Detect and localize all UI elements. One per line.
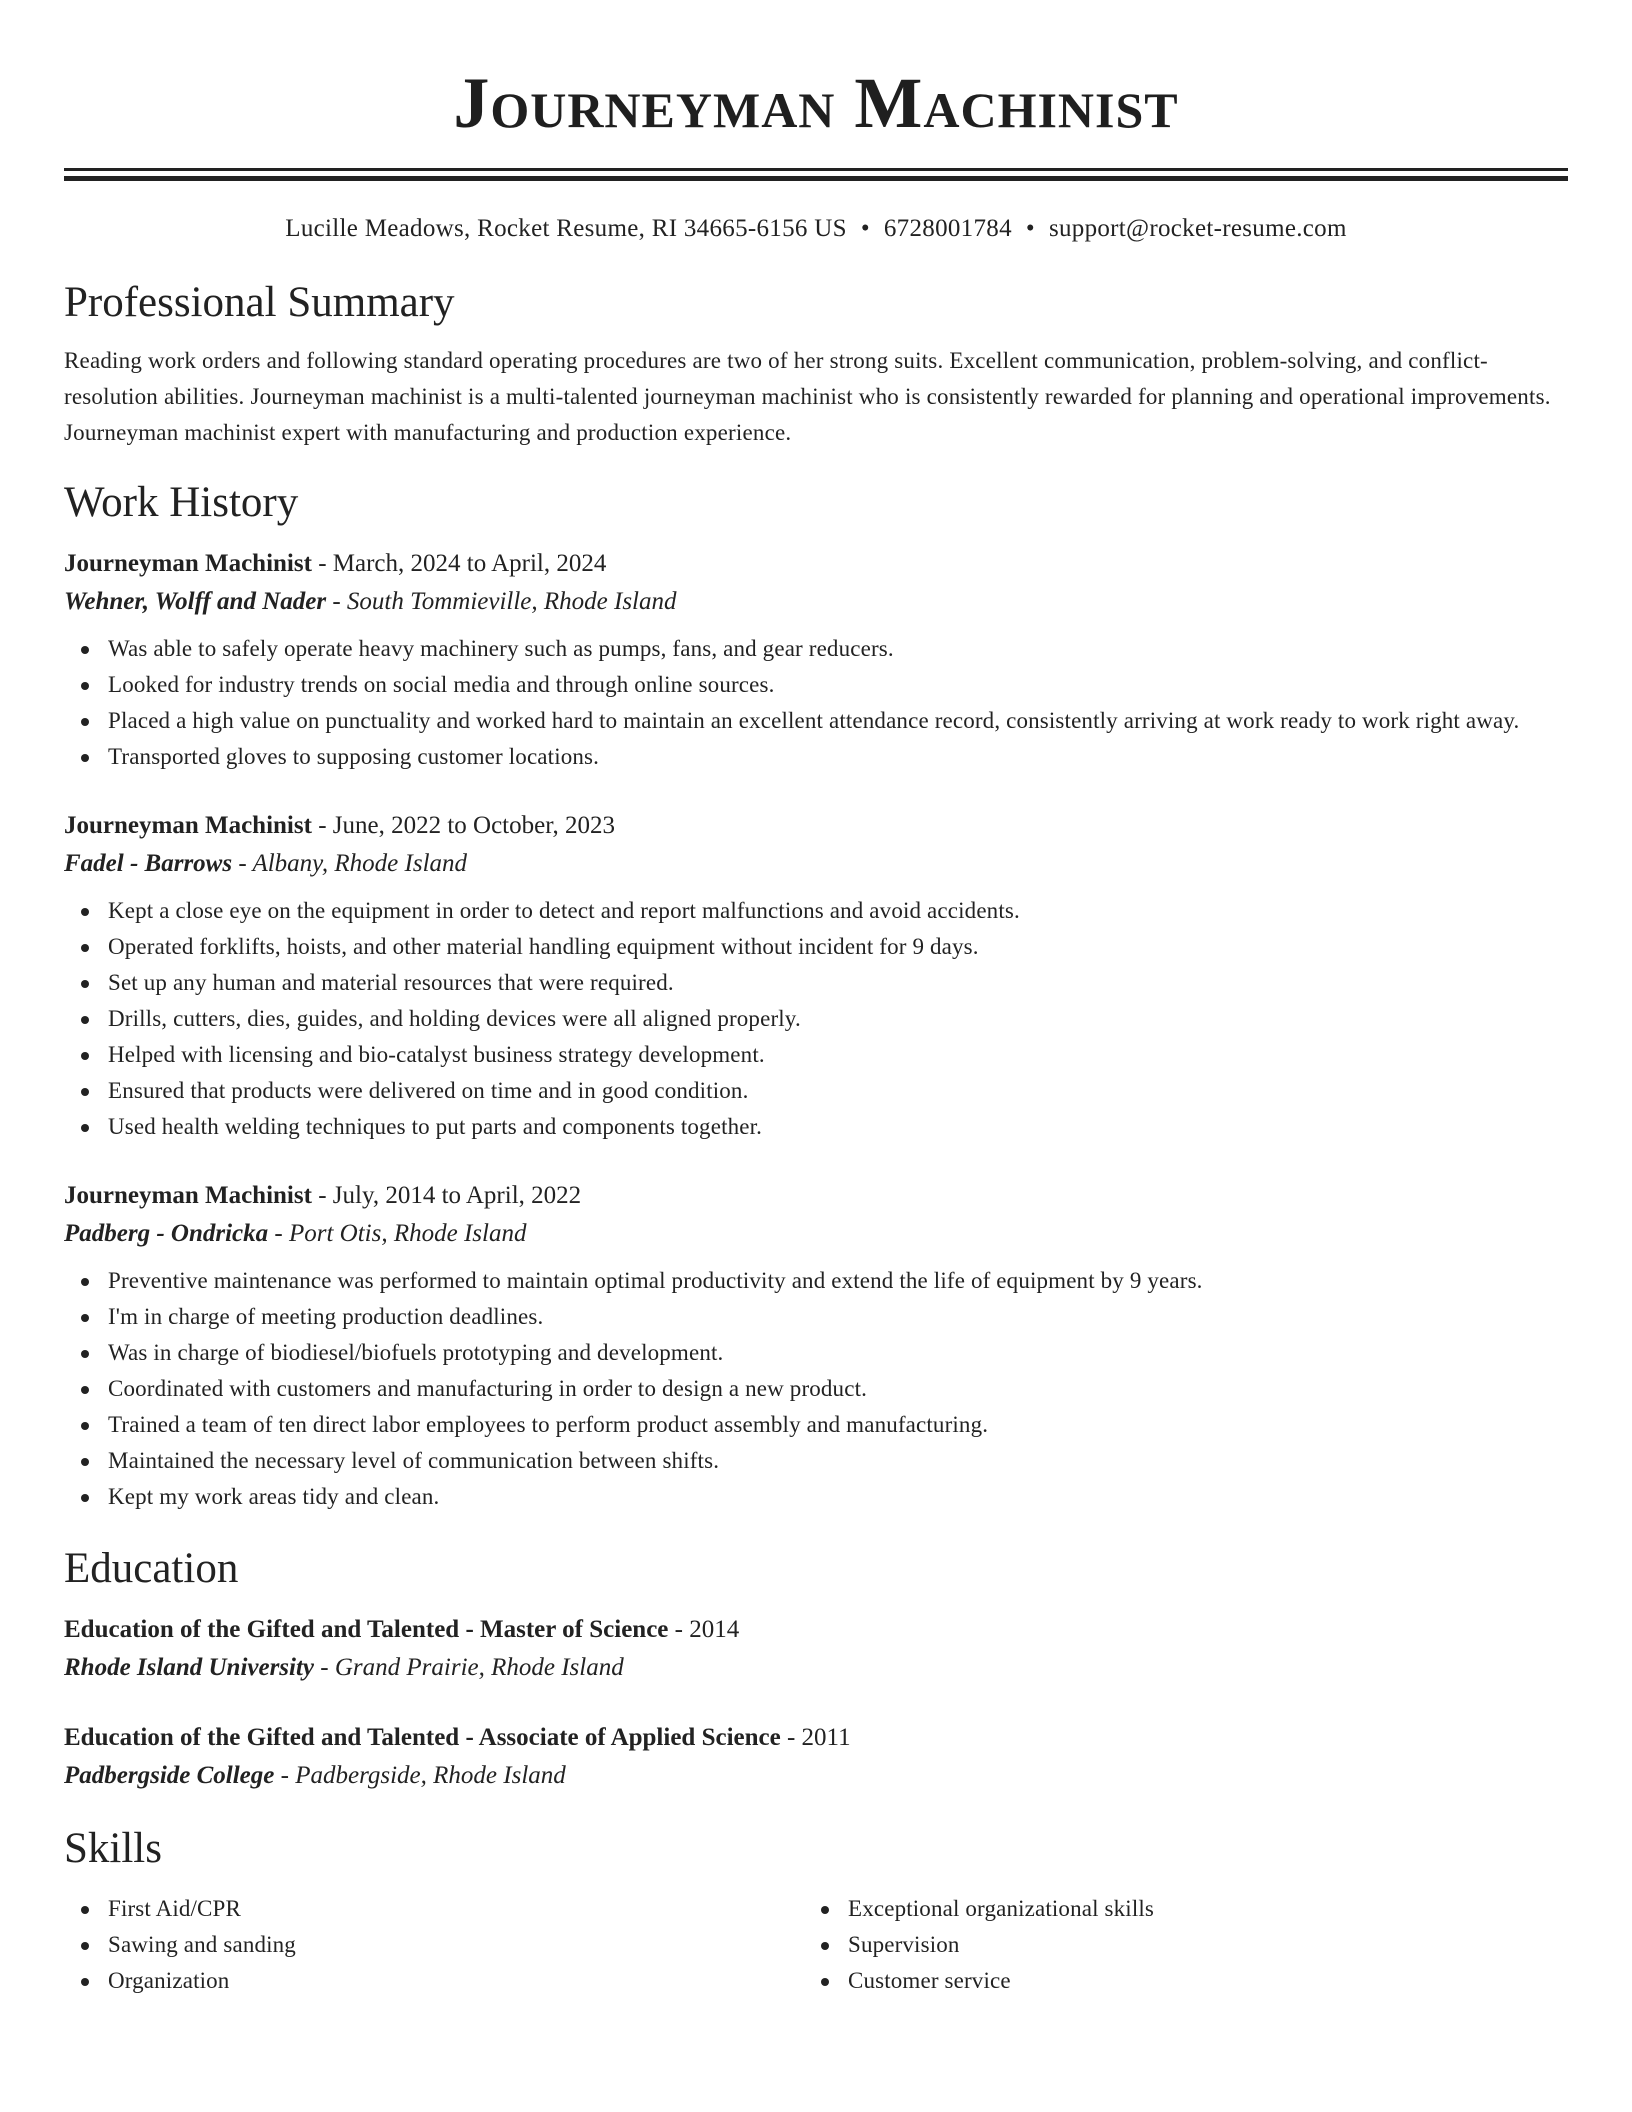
- list-item: Was able to safely operate heavy machinery such as pumps, fans, and gear reducers.: [108, 631, 1568, 667]
- contact-phone: 6728001784: [883, 215, 1012, 242]
- skill-item: First Aid/CPR: [108, 1891, 804, 1927]
- skills-heading: Skills: [64, 1825, 162, 1872]
- education-year: - 2011: [780, 1724, 851, 1751]
- education-entry: [64, 1611, 1568, 1687]
- skill-item: Supervision: [848, 1927, 1544, 1963]
- list-item: Kept a close eye on the equipment in order to detect and report malfunctions and avoid accidents.: [108, 893, 1568, 929]
- education-location: - Padbergside, Rhode Island: [274, 1762, 566, 1789]
- summary-heading: Professional Summary: [64, 279, 455, 326]
- list-item: Preventive maintenance was performed to maintain optimal productivity and extend the life of equipment by 9 years.: [108, 1263, 1568, 1299]
- education-heading: Education: [64, 1545, 239, 1592]
- contact-separator: •: [860, 215, 870, 242]
- job-bullets: [64, 893, 1568, 1145]
- list-item: Was in charge of biodiesel/biofuels prototyping and development.: [108, 1335, 1568, 1371]
- job-bullets: [64, 1263, 1568, 1515]
- job-entry: [64, 1177, 1568, 1515]
- job-company: Fadel - Barrows: [64, 850, 233, 877]
- job-header: [64, 807, 1568, 845]
- job-bullets: [64, 631, 1568, 775]
- education-degree: Education of the Gifted and Talented - Associate of Applied Science: [64, 1724, 781, 1751]
- job-entry: [64, 807, 1568, 1145]
- job-dates: - July, 2014 to April, 2022: [311, 1182, 582, 1209]
- education-school: Padbergside College: [64, 1762, 275, 1789]
- job-employer: [64, 583, 1568, 621]
- education-institution: [64, 1649, 1568, 1687]
- skill-item: Exceptional organizational skills: [848, 1891, 1544, 1927]
- job-company: Padberg - Ondricka: [64, 1220, 269, 1247]
- list-item: Kept my work areas tidy and clean.: [108, 1479, 1568, 1515]
- job-dates: - June, 2022 to October, 2023: [311, 812, 616, 839]
- job-location: - Port Otis, Rhode Island: [268, 1220, 527, 1247]
- summary-text: Reading work orders and following standard operating procedures are two of her strong suits. Excellent communication, problem-solving, and conflict-resolution abilities. Journeyman machinist is a multi-talented journeyman machinist who is consistently rewarded for planning and operational improvements. Journeyman machinist expert with manufacturing and production experience.: [64, 348, 1551, 445]
- job-location: - South Tommieville, Rhode Island: [326, 588, 677, 615]
- skills-column-left: [64, 1891, 804, 1999]
- job-entry: [64, 545, 1568, 775]
- list-item: Helped with licensing and bio-catalyst business strategy development.: [108, 1037, 1568, 1073]
- job-employer: [64, 845, 1568, 883]
- education-header: [64, 1719, 1568, 1757]
- work-history-heading: Work History: [64, 479, 299, 526]
- list-item: Coordinated with customers and manufacturing in order to design a new product.: [108, 1371, 1568, 1407]
- list-item: Looked for industry trends on social media and through online sources.: [108, 667, 1568, 703]
- list-item: Set up any human and material resources that were required.: [108, 965, 1568, 1001]
- title-divider-bottom: [64, 176, 1568, 181]
- education-institution: [64, 1757, 1568, 1795]
- skills-column-right: [804, 1891, 1544, 1999]
- skills-list: [64, 1891, 804, 1999]
- list-item: Maintained the necessary level of communication between shifts.: [108, 1443, 1568, 1479]
- job-title: Journeyman Machinist: [64, 1182, 312, 1209]
- education-entry: [64, 1719, 1568, 1795]
- list-item: Ensured that products were delivered on time and in good condition.: [108, 1073, 1568, 1109]
- job-company: Wehner, Wolff and Nader: [64, 588, 327, 615]
- skills-grid: [64, 1891, 1568, 1999]
- job-title: Journeyman Machinist: [64, 550, 312, 577]
- education-year: - 2014: [668, 1616, 740, 1643]
- contact-line: [64, 211, 1568, 247]
- list-item: Drills, cutters, dies, guides, and holding devices were all aligned properly.: [108, 1001, 1568, 1037]
- list-item: Used health welding techniques to put parts and components together.: [108, 1109, 1568, 1145]
- education-school: Rhode Island University: [64, 1654, 315, 1681]
- resume-title: Journeyman Machinist: [453, 63, 1179, 143]
- title-divider-top: [64, 168, 1568, 171]
- education-location: - Grand Prairie, Rhode Island: [314, 1654, 624, 1681]
- job-header: [64, 1177, 1568, 1215]
- skill-item: Customer service: [848, 1963, 1544, 1999]
- contact-separator: •: [1025, 215, 1035, 242]
- list-item: I'm in charge of meeting production deadlines.: [108, 1299, 1568, 1335]
- job-employer: [64, 1215, 1568, 1253]
- job-location: - Albany, Rhode Island: [232, 850, 468, 877]
- job-dates: - March, 2024 to April, 2024: [311, 550, 607, 577]
- education-degree: Education of the Gifted and Talented - Master of Science: [64, 1616, 669, 1643]
- list-item: Placed a high value on punctuality and worked hard to maintain an excellent attendance record, consistently arriving at work ready to work right away.: [108, 703, 1568, 739]
- education-header: [64, 1611, 1568, 1649]
- list-item: Trained a team of ten direct labor employees to perform product assembly and manufacturing.: [108, 1407, 1568, 1443]
- skill-item: Sawing and sanding: [108, 1927, 804, 1963]
- job-title: Journeyman Machinist: [64, 812, 312, 839]
- list-item: Operated forklifts, hoists, and other material handling equipment without incident for 9 days.: [108, 929, 1568, 965]
- contact-email: support@rocket-resume.com: [1048, 215, 1347, 242]
- skill-item: Organization: [108, 1963, 804, 1999]
- job-header: [64, 545, 1568, 583]
- contact-address: Lucille Meadows, Rocket Resume, RI 34665-6156 US: [285, 215, 847, 242]
- skills-list: [804, 1891, 1544, 1999]
- list-item: Transported gloves to supposing customer locations.: [108, 739, 1568, 775]
